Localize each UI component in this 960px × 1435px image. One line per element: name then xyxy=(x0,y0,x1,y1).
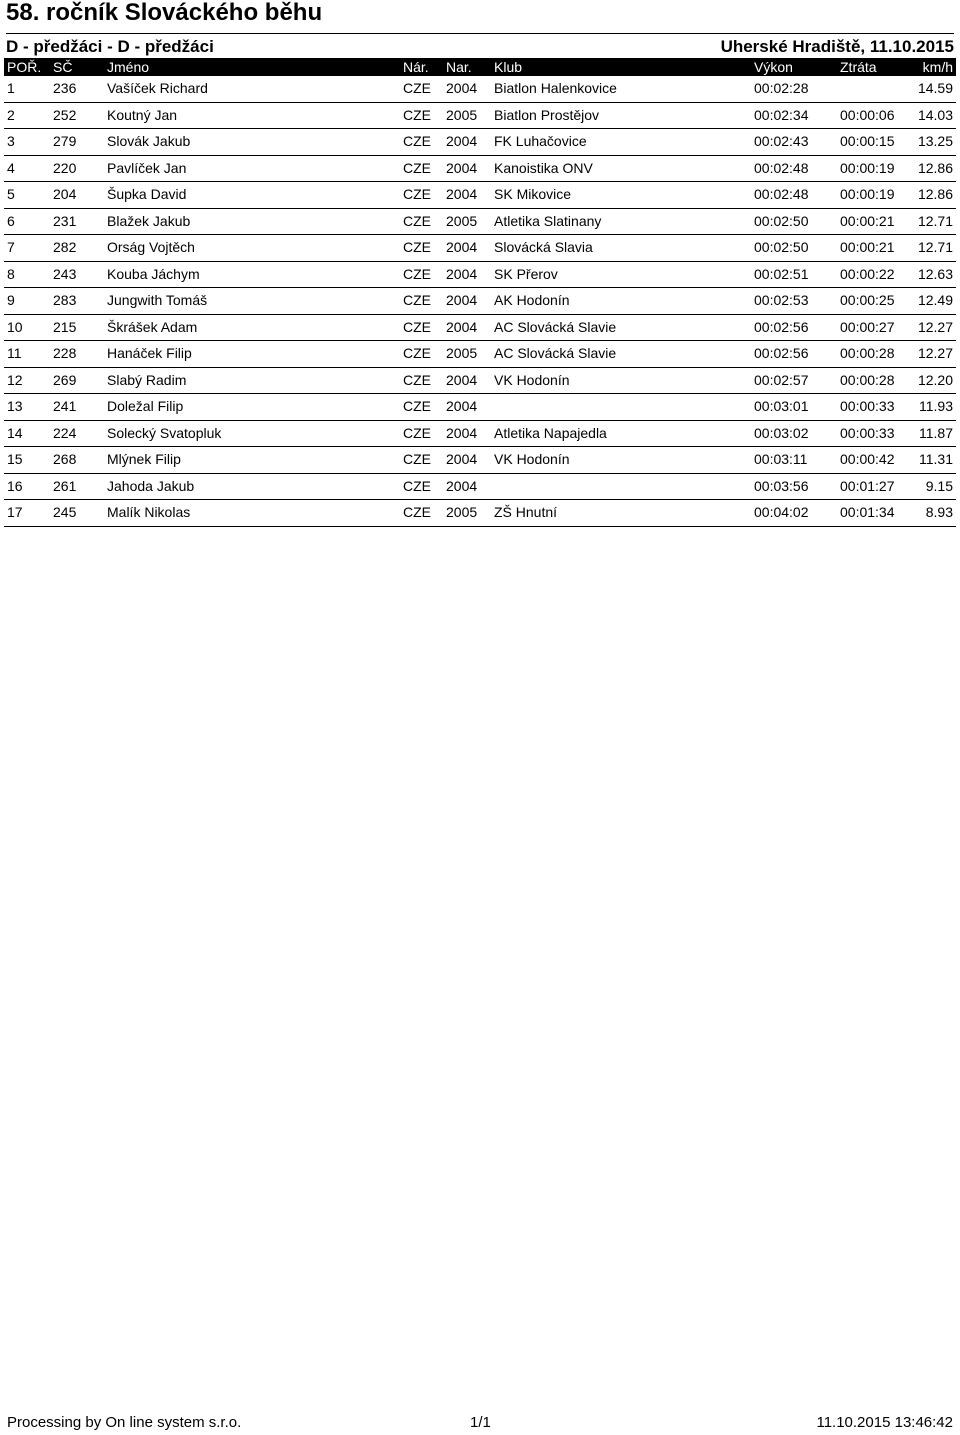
cell-birth-year: 2004 xyxy=(446,371,478,388)
cell-name: Blažek Jakub xyxy=(107,212,191,229)
cell-speed: 11.93 xyxy=(919,398,953,414)
cell-nationality: CZE xyxy=(403,318,431,335)
footer-page-number: 1/1 xyxy=(470,1414,491,1431)
cell-position: 16 xyxy=(7,477,23,494)
footer-timestamp: 11.10.2015 13:46:42 xyxy=(816,1414,953,1431)
cell-club: Biatlon Halenkovice xyxy=(494,80,617,96)
cell-start-number: 269 xyxy=(53,371,77,388)
col-header-por: POŘ. xyxy=(7,59,42,75)
cell-start-number: 252 xyxy=(53,106,77,123)
cell-club: Atletika Napajedla xyxy=(494,424,607,441)
table-row xyxy=(4,209,956,236)
results-table xyxy=(4,76,956,527)
cell-loss: 00:00:19 xyxy=(840,159,895,176)
cell-speed: 12.63 xyxy=(917,265,953,282)
cell-club: SK Mikovice xyxy=(494,186,572,202)
cell-time: 00:02:43 xyxy=(754,133,809,149)
cell-time: 00:02:56 xyxy=(754,345,809,361)
cell-loss: 00:00:27 xyxy=(840,318,895,335)
cell-name: Koutný Jan xyxy=(107,106,178,123)
cell-nationality: CZE xyxy=(403,292,431,308)
cell-birth-year: 2004 xyxy=(446,318,478,335)
cell-nationality: CZE xyxy=(403,504,431,520)
cell-start-number: 220 xyxy=(53,159,77,176)
cell-nationality: CZE xyxy=(403,133,431,149)
footer xyxy=(4,1413,956,1433)
cell-start-number: 243 xyxy=(53,265,77,282)
cell-name: Slovák Jakub xyxy=(107,133,191,149)
cell-nationality: CZE xyxy=(403,80,431,96)
cell-speed: 12.71 xyxy=(917,212,953,229)
cell-birth-year: 2004 xyxy=(446,424,478,441)
cell-speed: 12.86 xyxy=(917,159,953,176)
cell-nationality: CZE xyxy=(403,106,431,123)
table-header xyxy=(4,58,956,76)
cell-birth-year: 2004 xyxy=(446,133,478,149)
cell-birth-year: 2004 xyxy=(446,80,478,96)
cell-speed: 8.93 xyxy=(925,504,953,520)
cell-speed: 12.71 xyxy=(917,239,953,255)
cell-name: Šupka David xyxy=(107,186,187,202)
cell-birth-year: 2005 xyxy=(446,212,478,229)
cell-position: 10 xyxy=(7,318,23,335)
cell-speed: 12.86 xyxy=(917,186,953,202)
cell-position: 4 xyxy=(7,159,15,176)
table-row xyxy=(4,288,956,315)
cell-loss: 00:00:15 xyxy=(840,133,895,149)
cell-loss: 00:01:27 xyxy=(840,477,895,494)
cell-loss: 00:00:06 xyxy=(840,106,895,123)
cell-nationality: CZE xyxy=(403,186,431,202)
cell-name: Kouba Jáchym xyxy=(107,265,200,282)
cell-club: AK Hodonín xyxy=(494,292,570,308)
col-header-sc: SČ xyxy=(53,59,73,75)
cell-nationality: CZE xyxy=(403,265,431,282)
table-row xyxy=(4,394,956,421)
cell-nationality: CZE xyxy=(403,212,431,229)
cell-birth-year: 2005 xyxy=(446,106,478,123)
cell-position: 5 xyxy=(7,186,15,202)
cell-time: 00:02:53 xyxy=(754,292,809,308)
cell-speed: 11.87 xyxy=(919,424,953,441)
cell-birth-year: 2005 xyxy=(446,345,478,361)
col-header-club: Klub xyxy=(494,59,523,75)
table-row xyxy=(4,315,956,342)
table-row xyxy=(4,421,956,448)
cell-club: VK Hodonín xyxy=(494,451,570,467)
cell-club: FK Luhačovice xyxy=(494,133,587,149)
cell-loss: 00:00:25 xyxy=(840,292,895,308)
cell-time: 00:02:48 xyxy=(754,159,809,176)
cell-time: 00:02:48 xyxy=(754,186,809,202)
col-header-birth-year: Nar. xyxy=(446,59,472,75)
cell-start-number: 228 xyxy=(53,345,77,361)
cell-name: Malík Nikolas xyxy=(107,504,191,520)
cell-nationality: CZE xyxy=(403,424,431,441)
cell-time: 00:04:02 xyxy=(754,504,809,520)
cell-loss: 00:00:42 xyxy=(840,451,895,467)
cell-birth-year: 2004 xyxy=(446,265,478,282)
cell-time: 00:03:02 xyxy=(754,424,809,441)
table-row xyxy=(4,129,956,156)
cell-start-number: 283 xyxy=(53,292,77,308)
cell-name: Hanáček Filip xyxy=(107,345,192,361)
cell-loss: 00:00:21 xyxy=(840,239,895,255)
table-row xyxy=(4,235,956,262)
cell-position: 12 xyxy=(7,371,23,388)
cell-position: 3 xyxy=(7,133,15,149)
cell-time: 00:02:57 xyxy=(754,371,809,388)
cell-nationality: CZE xyxy=(403,159,431,176)
cell-club: ZŠ Hnutní xyxy=(494,504,558,520)
cell-start-number: 245 xyxy=(53,504,77,520)
cell-start-number: 268 xyxy=(53,451,77,467)
cell-position: 13 xyxy=(7,398,23,414)
cell-club: Atletika Slatinany xyxy=(494,212,602,229)
cell-nationality: CZE xyxy=(403,451,431,467)
cell-time: 00:03:56 xyxy=(754,477,809,494)
cell-loss: 00:00:19 xyxy=(840,186,895,202)
cell-position: 11 xyxy=(7,345,22,361)
cell-club: Slovácká Slavia xyxy=(494,239,593,255)
cell-speed: 9.15 xyxy=(925,477,953,494)
cell-start-number: 241 xyxy=(53,398,77,414)
cell-club: Biatlon Prostějov xyxy=(494,106,600,123)
cell-position: 9 xyxy=(7,292,15,308)
cell-loss: 00:00:21 xyxy=(840,212,895,229)
table-row xyxy=(4,500,956,527)
cell-name: Slabý Radim xyxy=(107,371,187,388)
cell-time: 00:02:28 xyxy=(754,80,809,96)
cell-start-number: 224 xyxy=(53,424,77,441)
cell-nationality: CZE xyxy=(403,345,431,361)
cell-time: 00:02:51 xyxy=(754,265,809,282)
cell-position: 2 xyxy=(7,106,15,123)
page-title: 58. ročník Slováckého běhu xyxy=(6,0,323,26)
cell-start-number: 236 xyxy=(53,80,77,96)
location-date: Uherské Hradiště, 11.10.2015 xyxy=(720,37,954,56)
cell-club: AC Slovácká Slavie xyxy=(494,318,617,335)
cell-nationality: CZE xyxy=(403,371,431,388)
cell-speed: 12.27 xyxy=(917,345,953,361)
cell-loss: 00:00:33 xyxy=(840,424,895,441)
col-header-time: Výkon xyxy=(754,59,793,75)
cell-name: Jungwith Tomáš xyxy=(107,292,208,308)
cell-club: VK Hodonín xyxy=(494,371,570,388)
cell-speed: 13.25 xyxy=(917,133,953,149)
cell-birth-year: 2004 xyxy=(446,451,478,467)
cell-start-number: 279 xyxy=(53,133,77,149)
cell-speed: 12.27 xyxy=(917,318,953,335)
cell-loss: 00:00:22 xyxy=(840,265,895,282)
cell-loss: 00:00:28 xyxy=(840,371,895,388)
cell-birth-year: 2004 xyxy=(446,239,478,255)
category-label: D - předžáci - D - předžáci xyxy=(6,37,214,56)
cell-nationality: CZE xyxy=(403,398,431,414)
cell-club: SK Přerov xyxy=(494,265,558,282)
cell-birth-year: 2005 xyxy=(446,504,478,520)
cell-nationality: CZE xyxy=(403,477,431,494)
cell-name: Jahoda Jakub xyxy=(107,477,195,494)
cell-position: 14 xyxy=(7,424,23,441)
col-header-nationality: Nár. xyxy=(403,59,429,75)
cell-name: Orság Vojtěch xyxy=(107,239,195,255)
cell-birth-year: 2004 xyxy=(446,159,478,176)
cell-position: 6 xyxy=(7,212,15,229)
table-row xyxy=(4,156,956,183)
cell-start-number: 204 xyxy=(53,186,77,202)
cell-club: AC Slovácká Slavie xyxy=(494,345,617,361)
col-header-loss: Ztráta xyxy=(840,59,877,75)
table-row xyxy=(4,103,956,130)
cell-time: 00:02:56 xyxy=(754,318,809,335)
cell-position: 8 xyxy=(7,265,15,282)
cell-name: Doležal Filip xyxy=(107,398,184,414)
cell-start-number: 261 xyxy=(53,477,77,494)
cell-name: Mlýnek Filip xyxy=(107,451,181,467)
table-row xyxy=(4,262,956,289)
cell-loss: 00:01:34 xyxy=(840,504,895,520)
cell-time: 00:02:50 xyxy=(754,212,809,229)
cell-position: 17 xyxy=(7,504,23,520)
cell-time: 00:02:34 xyxy=(754,106,809,123)
cell-birth-year: 2004 xyxy=(446,186,478,202)
cell-speed: 11.31 xyxy=(919,451,953,467)
cell-speed: 12.49 xyxy=(917,292,953,308)
cell-name: Vašíček Richard xyxy=(107,80,208,96)
cell-start-number: 215 xyxy=(53,318,77,335)
cell-time: 00:02:50 xyxy=(754,239,809,255)
cell-birth-year: 2004 xyxy=(446,477,478,494)
table-row xyxy=(4,341,956,368)
cell-speed: 14.03 xyxy=(917,106,953,123)
cell-start-number: 282 xyxy=(53,239,77,255)
cell-nationality: CZE xyxy=(403,239,431,255)
table-row xyxy=(4,474,956,501)
cell-time: 00:03:01 xyxy=(754,398,809,414)
cell-start-number: 231 xyxy=(53,212,77,229)
table-row xyxy=(4,182,956,209)
cell-speed: 14.59 xyxy=(917,80,953,96)
footer-processing: Processing by On line system s.r.o. xyxy=(7,1414,242,1431)
table-row xyxy=(4,447,956,474)
cell-speed: 12.20 xyxy=(917,371,953,388)
cell-birth-year: 2004 xyxy=(446,398,478,414)
cell-position: 1 xyxy=(7,80,15,96)
table-row xyxy=(4,368,956,395)
subheader xyxy=(6,33,954,56)
cell-name: Škrášek Adam xyxy=(107,318,198,335)
cell-position: 15 xyxy=(7,451,23,467)
cell-loss: 00:00:28 xyxy=(840,345,895,361)
cell-position: 7 xyxy=(7,239,15,255)
cell-birth-year: 2004 xyxy=(446,292,478,308)
table-row xyxy=(4,76,956,103)
col-header-speed: km/h xyxy=(922,59,953,75)
cell-name: Pavlíček Jan xyxy=(107,159,187,176)
cell-club: Kanoistika ONV xyxy=(494,159,593,176)
cell-name: Solecký Svatopluk xyxy=(107,424,222,441)
col-header-name: Jméno xyxy=(107,59,150,75)
cell-loss: 00:00:33 xyxy=(840,398,895,414)
cell-time: 00:03:11 xyxy=(754,451,808,467)
